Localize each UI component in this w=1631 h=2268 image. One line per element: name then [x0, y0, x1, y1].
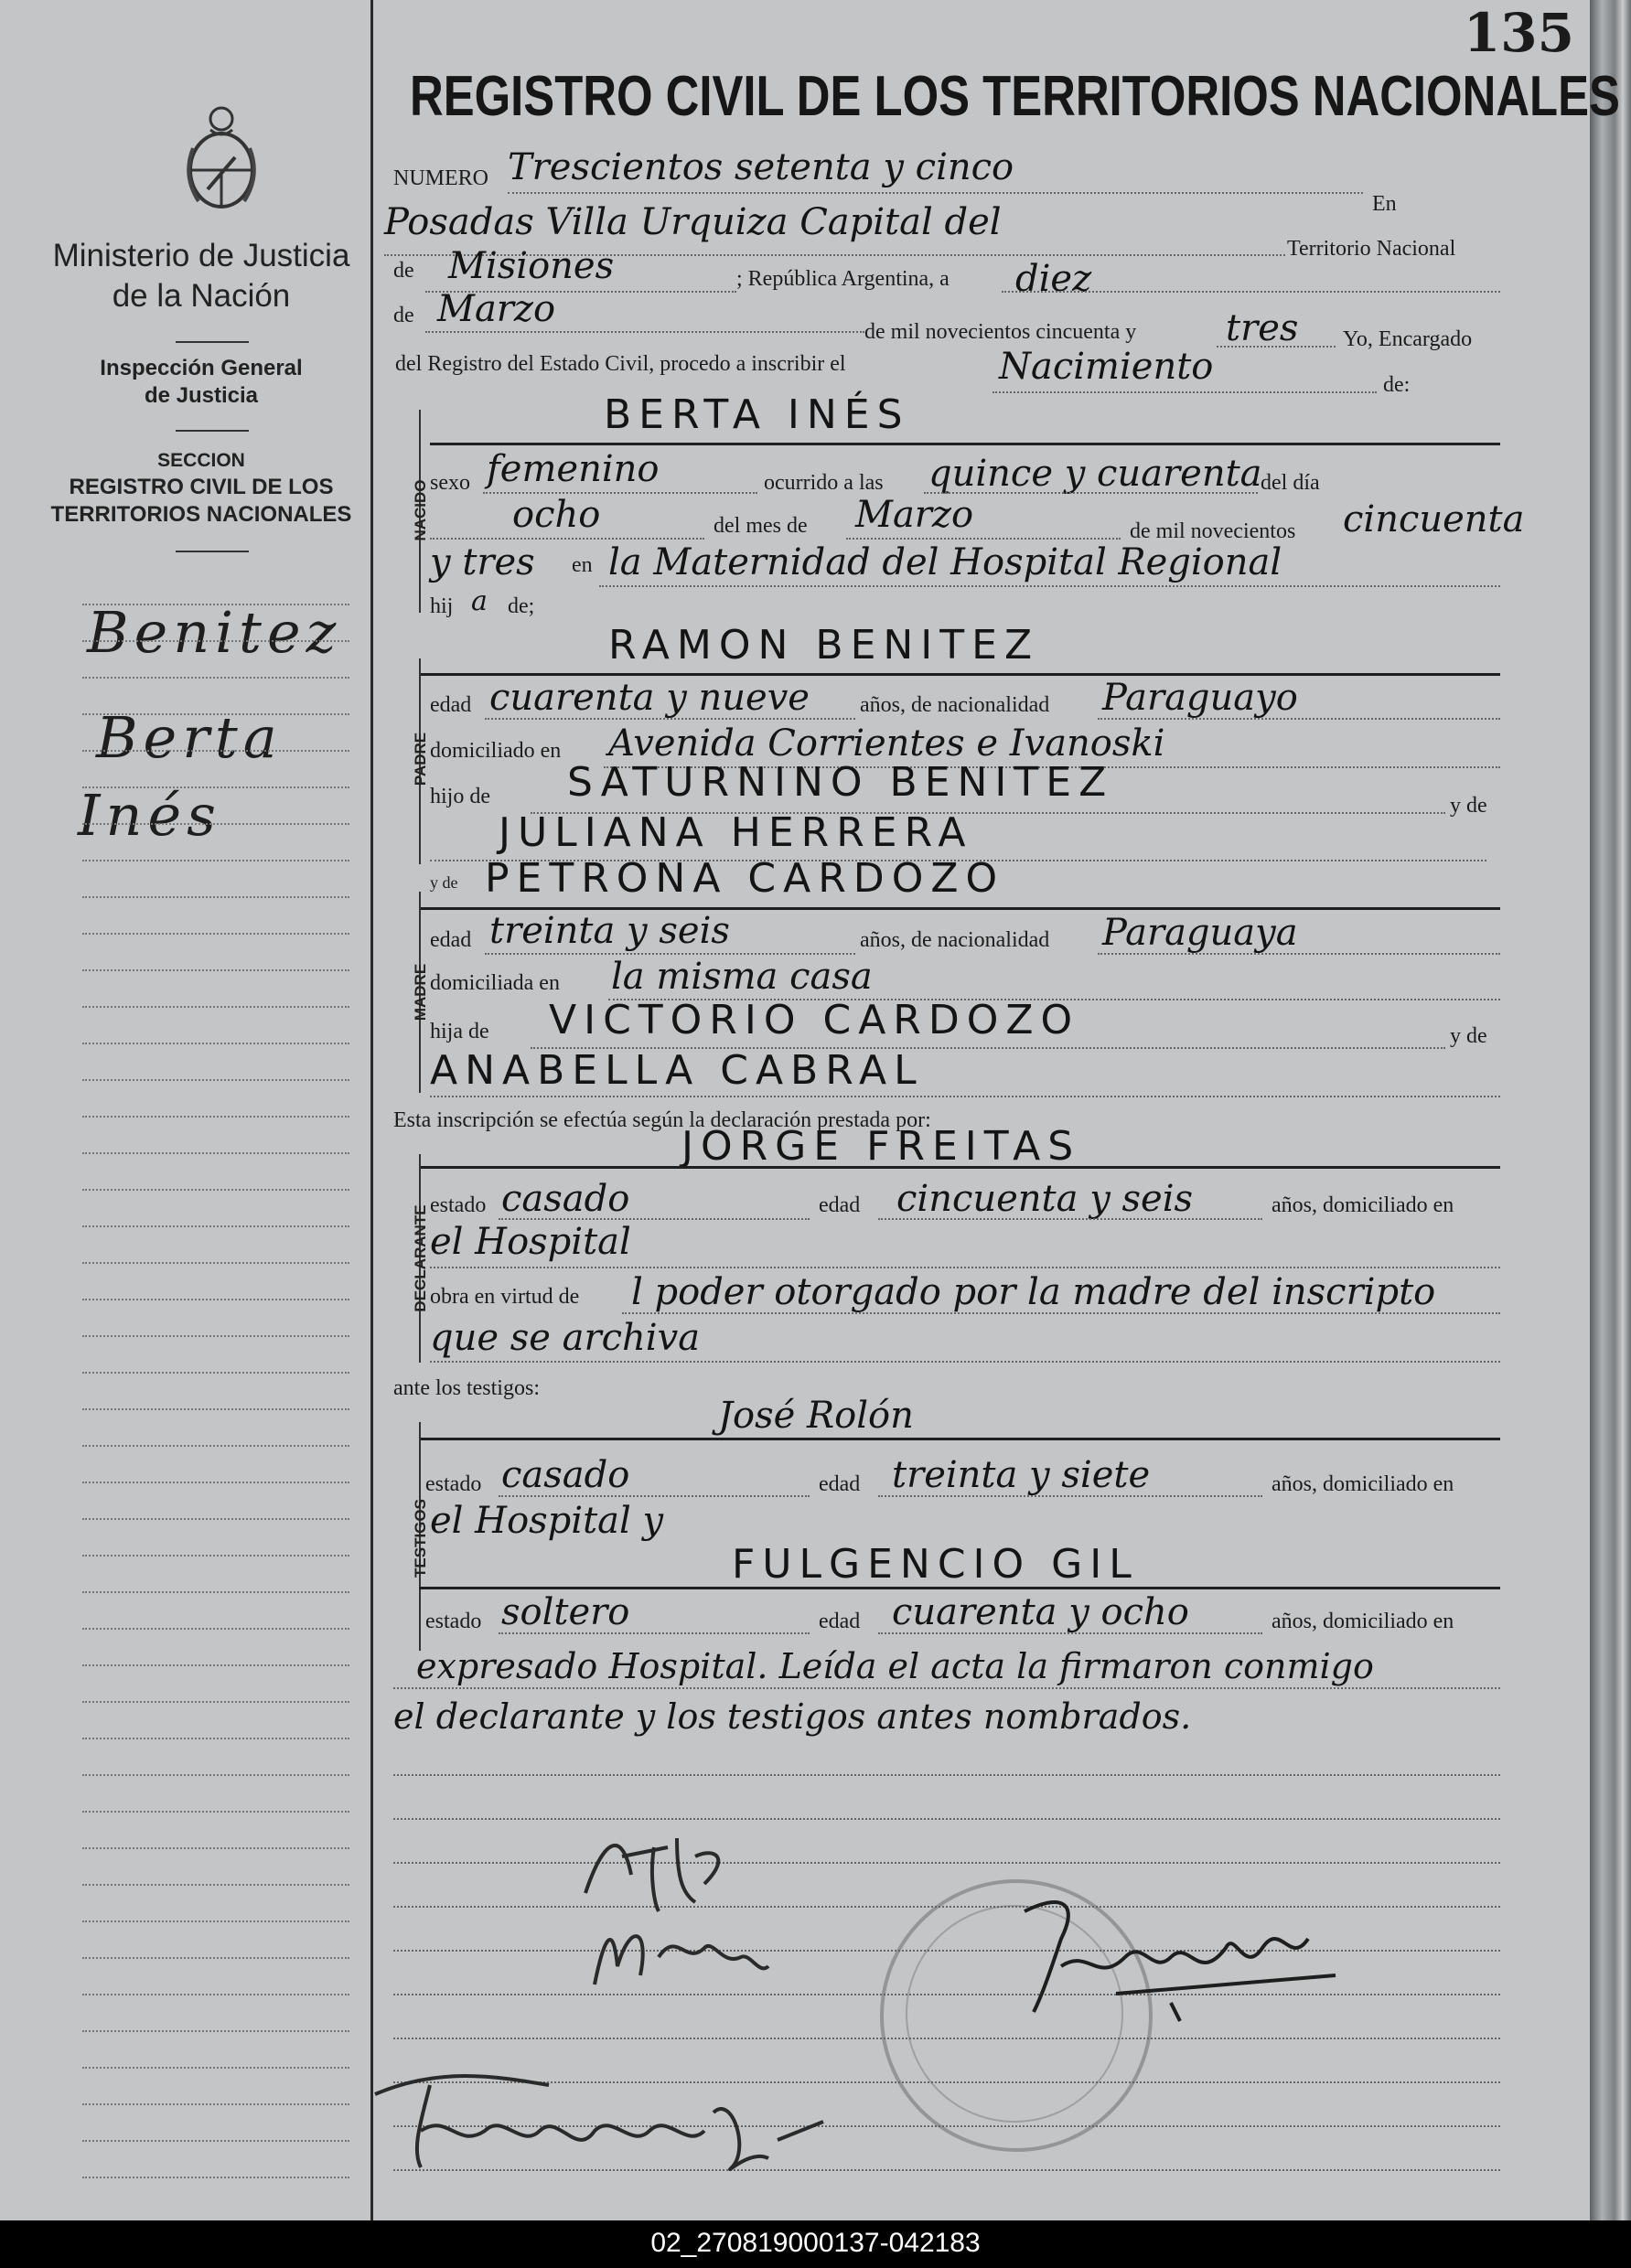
- margin-ruled-line: [82, 1994, 349, 1995]
- encargado-label: Yo, Encargado: [1343, 327, 1473, 351]
- obra-value: l poder otorgado por la madre del inscripto: [631, 1271, 1436, 1313]
- year-label: de mil novecientos cincuenta y: [864, 320, 1137, 344]
- t2-estado-value: soltero: [501, 1591, 630, 1633]
- t2-dom-label: años, domiciliado en: [1272, 1610, 1454, 1633]
- margin-ruled-line: [82, 2140, 349, 2142]
- margin-ruled-line: [82, 1299, 349, 1300]
- solid-line: [419, 1166, 1500, 1169]
- de3-label: de:: [1383, 373, 1411, 397]
- margin-ruled-line: [82, 1957, 349, 1959]
- solid-line: [419, 1587, 1500, 1589]
- dotted-line: [1217, 346, 1336, 348]
- margin-ruled-line: [82, 1738, 349, 1739]
- section-name: [37, 474, 366, 529]
- testigos-section-label: TESTIGOS: [412, 1499, 429, 1578]
- margin-ruled-line: [82, 1372, 349, 1374]
- lugar-value: la Maternidad del Hospital Regional: [608, 541, 1282, 583]
- de-label: de: [393, 259, 414, 283]
- margin-ruled-line: [82, 1774, 349, 1776]
- margin-ruled-line: [82, 823, 349, 825]
- ministry-line-1: Ministerio de Justicia: [52, 238, 350, 273]
- padre-name: RAMON BENITEZ: [608, 622, 1040, 669]
- declarante-section-label: DECLARANTE: [412, 1204, 429, 1312]
- anio-value: cincuenta: [1343, 498, 1525, 540]
- dotted-line: [485, 953, 855, 955]
- t1-estado-label: estado: [425, 1472, 482, 1496]
- section-line-2: TERRITORIOS NACIONALES: [50, 502, 352, 527]
- declarante-dom-label: años, domiciliado en: [1272, 1193, 1454, 1217]
- en-label: En: [1372, 192, 1397, 216]
- anio-value-2: y tres: [430, 541, 535, 583]
- testigo1-signature: [576, 1902, 787, 2003]
- margin-ruled-line: [82, 1116, 349, 1118]
- margin-ruled-line: [82, 896, 349, 898]
- madre-name: PETRONA CARDOZO: [485, 855, 1005, 902]
- padre-dom-value: Avenida Corrientes e Ivanoski: [608, 722, 1165, 765]
- dotted-line: [1098, 718, 1500, 720]
- madre-mother-value: ANABELLA CABRAL: [430, 1047, 924, 1094]
- padre-nac-value: Paraguayo: [1102, 677, 1298, 719]
- inspection-line-2: de Justicia: [144, 383, 259, 408]
- dia-value: ocho: [512, 494, 601, 536]
- section-line-1: REGISTRO CIVIL DE LOS: [69, 475, 334, 499]
- margin-ruled-line: [82, 1482, 349, 1483]
- margin-ruled-line: [82, 750, 349, 752]
- register-title: REGISTRO CIVIL DE LOS TERRITORIOS NACIONALES: [410, 65, 1620, 128]
- padre-dom-label: domiciliado en: [430, 739, 562, 763]
- margin-ruled-line: [82, 640, 349, 642]
- body-ruled-line: [393, 1774, 1500, 1776]
- margin-ruled-line: [82, 1518, 349, 1520]
- margin-ruled-line: [82, 2177, 349, 2178]
- dia-label: del día: [1261, 471, 1320, 495]
- t1-edad-value: treinta y siete: [892, 1454, 1151, 1496]
- month-value: Marzo: [437, 288, 556, 330]
- numero-label: NUMERO: [393, 166, 489, 190]
- testigos-label: ante los testigos:: [393, 1376, 540, 1400]
- dotted-line: [425, 331, 864, 333]
- dotted-line: [485, 718, 855, 720]
- dotted-line: [878, 1632, 1262, 1634]
- closing-text: el declarante y los testigos antes nombrados.: [393, 1696, 1192, 1737]
- margin-ruled-line: [82, 1591, 349, 1593]
- margin-ruled-line: [82, 1664, 349, 1666]
- margin-ruled-line: [82, 1335, 349, 1337]
- day-value: diez: [1015, 258, 1092, 300]
- dotted-line: [924, 492, 1258, 494]
- numero-value: Trescientos setenta y cinco: [508, 146, 1014, 188]
- ministry-rule: [176, 341, 249, 343]
- dotted-line: [1002, 291, 1500, 293]
- margin-ruled-line: [82, 969, 349, 971]
- margin-ruled-line: [82, 1811, 349, 1813]
- sexo-label: sexo: [430, 471, 470, 495]
- declarante-estado-value: casado: [501, 1178, 630, 1220]
- madre-yde-label: y de: [430, 873, 458, 892]
- margin-first-name: Berta: [96, 704, 283, 771]
- sexo-value: femenino: [487, 448, 660, 490]
- margin-ruled-line: [82, 713, 349, 715]
- hijo-suffix: a: [471, 585, 488, 617]
- t2-estado-label: estado: [425, 1610, 482, 1633]
- dotted-line: [430, 538, 704, 540]
- margin-ruled-line: [82, 1079, 349, 1081]
- dotted-line: [430, 1361, 1500, 1363]
- margin-ruled-line: [82, 1847, 349, 1849]
- margin-ruled-line: [82, 1189, 349, 1191]
- margin-ruled-line: [82, 604, 349, 605]
- dotted-line: [430, 1267, 1500, 1268]
- t2-edad-value: cuarenta y ocho: [892, 1591, 1189, 1633]
- dotted-line: [622, 1312, 1500, 1314]
- madre-section-label: MADRE: [412, 963, 429, 1022]
- margin-ruled-line: [82, 1225, 349, 1227]
- declarante-edad-label: edad: [819, 1193, 861, 1217]
- declarante-estado-label: estado: [430, 1193, 487, 1217]
- declarante-name: JORGE FREITAS: [681, 1123, 1081, 1170]
- territorio-label: Territorio Nacional: [1287, 237, 1456, 261]
- declaracion-label: Esta inscripción se efectúa según la declaración prestada por:: [393, 1108, 931, 1132]
- dotted-line: [508, 192, 1363, 194]
- testigo2-name: FULGENCIO GIL: [732, 1541, 1139, 1588]
- solid-line: [430, 443, 1500, 445]
- margin-ruled-line: [82, 2067, 349, 2069]
- margin-ruled-line: [82, 1152, 349, 1154]
- margin-ruled-line: [82, 860, 349, 861]
- ministry-line-2: de la Nación: [112, 278, 291, 314]
- margin-ruled-line: [82, 2103, 349, 2105]
- body-ruled-line: [393, 1862, 1500, 1864]
- margin-ruled-line: [82, 1006, 349, 1008]
- padre-mother-value: JULIANA HERRERA: [499, 809, 973, 856]
- image-id-caption: 02_270819000137-042183: [650, 2228, 981, 2258]
- dotted-line: [846, 538, 1121, 540]
- margin-ruled-line: [82, 1555, 349, 1557]
- ocurrido-label: ocurrido a las: [764, 471, 884, 495]
- padre-edad-label: edad: [430, 693, 472, 717]
- madre-yde2-label: y de: [1450, 1024, 1487, 1048]
- margin-surname: Benitez: [87, 599, 342, 666]
- t1-dom-value: el Hospital y: [430, 1500, 664, 1542]
- dotted-line: [499, 1218, 810, 1220]
- hora-value: quince y cuarenta: [928, 453, 1262, 495]
- padre-hijo-label: hijo de: [430, 785, 490, 808]
- t2-edad-label: edad: [819, 1610, 861, 1633]
- padre-yde-label: y de: [1450, 794, 1487, 818]
- testigo1-name: José Rolón: [718, 1395, 914, 1437]
- t2-dom-value: expresado Hospital. Leída el acta la firmaron conmigo: [416, 1646, 1374, 1686]
- madre-dom-label: domiciliada en: [430, 971, 560, 995]
- dotted-line: [878, 1218, 1262, 1220]
- ministry-name: [37, 236, 366, 316]
- dotted-line: [878, 1495, 1262, 1497]
- t1-dom-label: años, domiciliado en: [1272, 1472, 1454, 1496]
- inspection-name: [37, 355, 366, 410]
- madre-hija-label: hija de: [430, 1020, 489, 1043]
- margin-ruled-line: [82, 1884, 349, 1886]
- testigo2-signature: [366, 2058, 842, 2186]
- margin-second-name: Inés: [78, 782, 221, 849]
- obra-label: obra en virtud de: [430, 1285, 580, 1309]
- margin-ruled-line: [82, 677, 349, 679]
- acto-value: Nacimiento: [999, 346, 1214, 388]
- dotted-line: [499, 1632, 810, 1634]
- margin-ruled-line: [82, 1701, 349, 1703]
- page-number: 135: [1463, 2, 1574, 64]
- t1-edad-label: edad: [819, 1472, 861, 1496]
- madre-nac-value: Paraguaya: [1102, 912, 1298, 954]
- dotted-line: [599, 585, 1500, 587]
- dotted-line: [1098, 953, 1500, 955]
- margin-ruled-line: [82, 1043, 349, 1044]
- coat-of-arms-icon: [180, 102, 263, 214]
- dotted-line: [499, 1495, 810, 1497]
- section-rule: [176, 551, 249, 552]
- margin-ruled-line: [82, 2030, 349, 2032]
- padre-section-label: PADRE: [412, 732, 429, 786]
- margin-ruled-line: [82, 1408, 349, 1410]
- inspection-line-1: Inspección General: [100, 356, 303, 380]
- padre-nac-label: años, de nacionalidad: [860, 693, 1050, 717]
- declarante-edad-value: cincuenta y seis: [896, 1178, 1194, 1220]
- madre-dom-value: la misma casa: [611, 956, 873, 998]
- mes-label: del mes de: [714, 514, 808, 538]
- padre-father-value: SATURNINO BENITEZ: [567, 759, 1114, 806]
- margin-ruled-line: [82, 1628, 349, 1630]
- anio-label: de mil novecientos: [1130, 519, 1296, 543]
- body-ruled-line: [393, 1818, 1500, 1820]
- year-value: tres: [1226, 307, 1299, 349]
- declarante-dom-value: el Hospital: [430, 1221, 631, 1263]
- book-edge: [1590, 0, 1631, 2220]
- registro-label: del Registro del Estado Civil, procedo a inscribir el: [395, 352, 846, 376]
- madre-father-value: VICTORIO CARDOZO: [549, 997, 1080, 1043]
- nacido-section-label: NACIDO: [412, 479, 429, 541]
- nacido-name: BERTA INÉS: [604, 391, 910, 438]
- obra-value-2: que se archiva: [430, 1317, 701, 1359]
- hijo-label: hij: [430, 594, 454, 618]
- padre-edad-value: cuarenta y nueve: [489, 677, 810, 719]
- madre-edad-label: edad: [430, 928, 472, 952]
- lugar-en-label: en: [572, 553, 593, 577]
- encargado-signature: [1006, 1875, 1354, 2030]
- section-label: SECCION: [157, 450, 245, 471]
- t1-estado-value: casado: [501, 1454, 630, 1496]
- place-value: Posadas Villa Urquiza Capital del: [384, 201, 1002, 243]
- hijo-de-label: de;: [508, 594, 535, 618]
- madre-nac-label: años, de nacionalidad: [860, 928, 1050, 952]
- de2-label: de: [393, 304, 414, 327]
- mes-value: Marzo: [855, 494, 974, 536]
- margin-ruled-line: [82, 1445, 349, 1447]
- margin-ruled-line: [82, 786, 349, 788]
- territory-value: Misiones: [448, 245, 615, 287]
- dotted-line: [393, 1687, 1500, 1689]
- madre-edad-value: treinta y seis: [489, 910, 730, 952]
- margin-column: [0, 0, 370, 2220]
- dotted-line: [430, 1096, 1500, 1097]
- inspection-rule: [176, 430, 249, 432]
- margin-ruled-line: [82, 933, 349, 935]
- margin-ruled-line: [82, 1920, 349, 1922]
- margin-divider: [370, 0, 373, 2220]
- solid-line: [419, 673, 1500, 676]
- dotted-line: [993, 391, 1377, 393]
- solid-line: [419, 1438, 1500, 1440]
- republica-label: ; República Argentina, a: [736, 267, 950, 291]
- margin-ruled-line: [82, 1262, 349, 1264]
